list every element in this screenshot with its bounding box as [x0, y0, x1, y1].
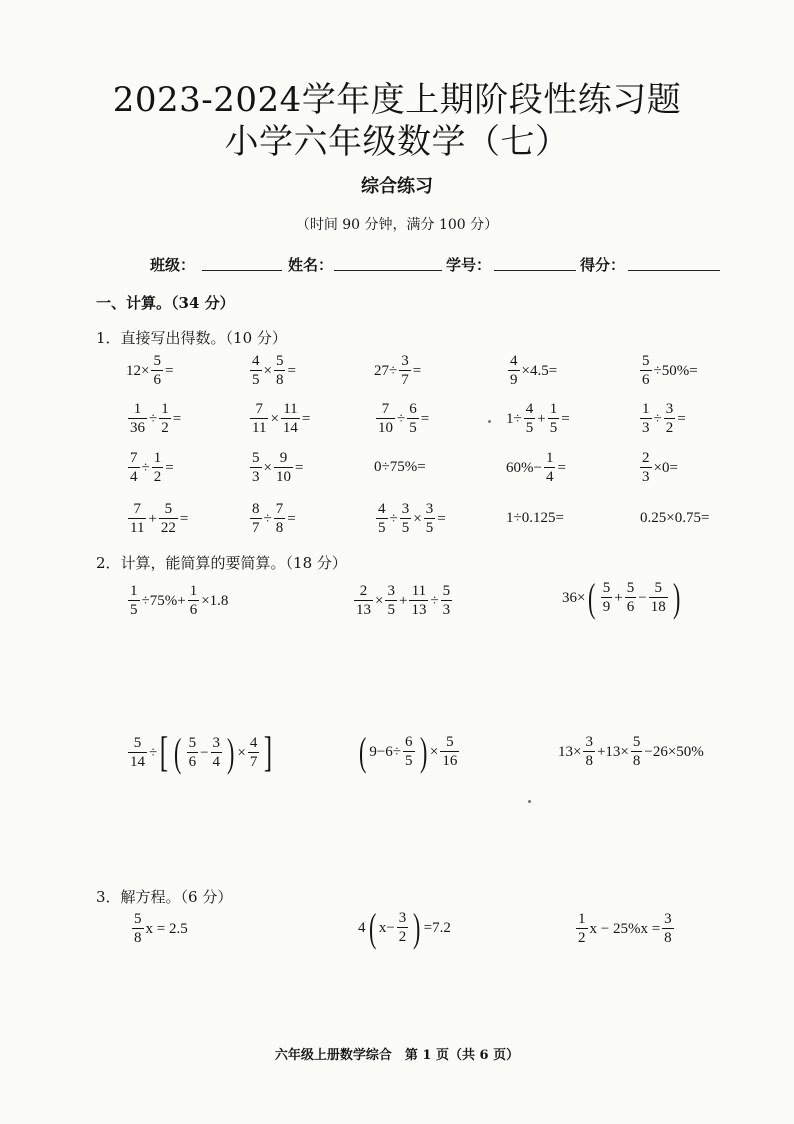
page-footer: 六年级上册数学综合 第 1 页（共 6 页）	[274, 1048, 520, 1063]
q1-item: $\frac{5}{6}$ ÷50% =	[642, 353, 698, 388]
q1-item: 60%− $\frac{1}{4}$ =	[506, 450, 566, 485]
q2-expression: 36× ( $\frac{5}{9}$ + $\frac{5}{6}$ − $\frac{5}{18}$ )	[562, 575, 681, 620]
time-info: （时间 90 分钟，满分 100 分）	[295, 217, 499, 233]
scan-speck	[488, 420, 491, 423]
q1-item: $\frac{1}{36}$ ÷ $\frac{1}{2}$ =	[130, 401, 182, 436]
section-1-heading: 一、计算。（34 分）	[96, 294, 235, 312]
q1-item: 0÷75% =	[374, 459, 426, 475]
q2-expression: 13× $\frac{3}{8}$ +13× $\frac{5}{8}$ −26×50%	[558, 734, 704, 769]
q1-item: $\frac{8}{7}$ ÷ $\frac{7}{8}$ =	[252, 501, 296, 536]
subtitle: 综合练习	[361, 176, 433, 197]
q2-expression: $\frac{5}{14}$ ÷ [ ( $\frac{5}{6}$ − $\frac{3}{4}$ ) × $\frac{4}{7}$ ]	[130, 730, 273, 776]
question-3-heading: 3．解方程。（6 分）	[96, 888, 233, 906]
class-label: 班级：	[150, 256, 196, 274]
id-label: 学号：	[446, 256, 492, 274]
q1-item: $\frac{7}{10}$ ÷ $\frac{6}{5}$ =	[378, 401, 430, 436]
q3-equation: $\frac{5}{8}$ x = 2.5	[134, 911, 188, 946]
q1-item: $\frac{7}{4}$ ÷ $\frac{1}{2}$ =	[130, 450, 174, 485]
q1-item: 0.25×0.75 =	[640, 510, 710, 526]
title-line-2: 小学六年级数学（七）	[224, 122, 570, 162]
title-line-1: 2023-2024学年度上期阶段性练习题	[112, 80, 682, 120]
q1-item: $\frac{7}{11}$ × $\frac{11}{14}$ =	[252, 401, 311, 436]
question-2-heading: 2．计算，能简算的要简算。（18 分）	[96, 554, 347, 572]
q3-equation: 4 ( x− $\frac{3}{2}$ ) =7.2	[358, 905, 451, 950]
q1-item: 1÷ $\frac{4}{5}$ + $\frac{1}{5}$ =	[506, 401, 570, 436]
id-blank[interactable]	[494, 270, 576, 271]
class-blank[interactable]	[202, 270, 282, 271]
q1-item: 12× $\frac{5}{6}$ =	[126, 353, 174, 388]
name-label: 姓名：	[288, 256, 334, 274]
q1-item: $\frac{2}{3}$ ×0 =	[642, 450, 678, 485]
q2-expression: $\frac{1}{5}$ ÷75%+ $\frac{1}{6}$ ×1.8	[130, 583, 229, 618]
q1-item: $\frac{4}{5}$ ÷ $\frac{3}{5}$ × $\frac{3}{5}$ =	[378, 501, 446, 536]
q2-expression: $\frac{2}{13}$ × $\frac{3}{5}$ + $\frac{11}{13}$ ÷ $\frac{5}{3}$	[356, 583, 451, 618]
q1-item: 1÷0.125 =	[506, 510, 564, 526]
q1-item: $\frac{1}{3}$ ÷ $\frac{3}{2}$ =	[642, 401, 686, 436]
q3-equation: $\frac{1}{2}$ x − 25%x = $\frac{3}{8}$	[578, 911, 672, 946]
q1-item: $\frac{7}{11}$ + $\frac{5}{22}$ =	[130, 501, 189, 536]
q1-item: $\frac{4}{9}$ ×4.5 =	[510, 353, 558, 388]
scan-speck	[528, 800, 531, 803]
q1-item: 27÷ $\frac{3}{7}$ =	[374, 353, 422, 388]
q2-expression: ( 9−6÷ $\frac{6}{5}$ ) × $\frac{5}{16}$	[358, 729, 458, 774]
q1-item: $\frac{5}{3}$ × $\frac{9}{10}$ =	[252, 450, 304, 485]
name-blank[interactable]	[334, 270, 442, 271]
score-blank[interactable]	[628, 270, 720, 271]
q1-item: $\frac{4}{5}$ × $\frac{5}{8}$ =	[252, 353, 296, 388]
question-1-heading: 1．直接写出得数。（10 分）	[96, 329, 287, 347]
score-label: 得分：	[580, 256, 626, 274]
